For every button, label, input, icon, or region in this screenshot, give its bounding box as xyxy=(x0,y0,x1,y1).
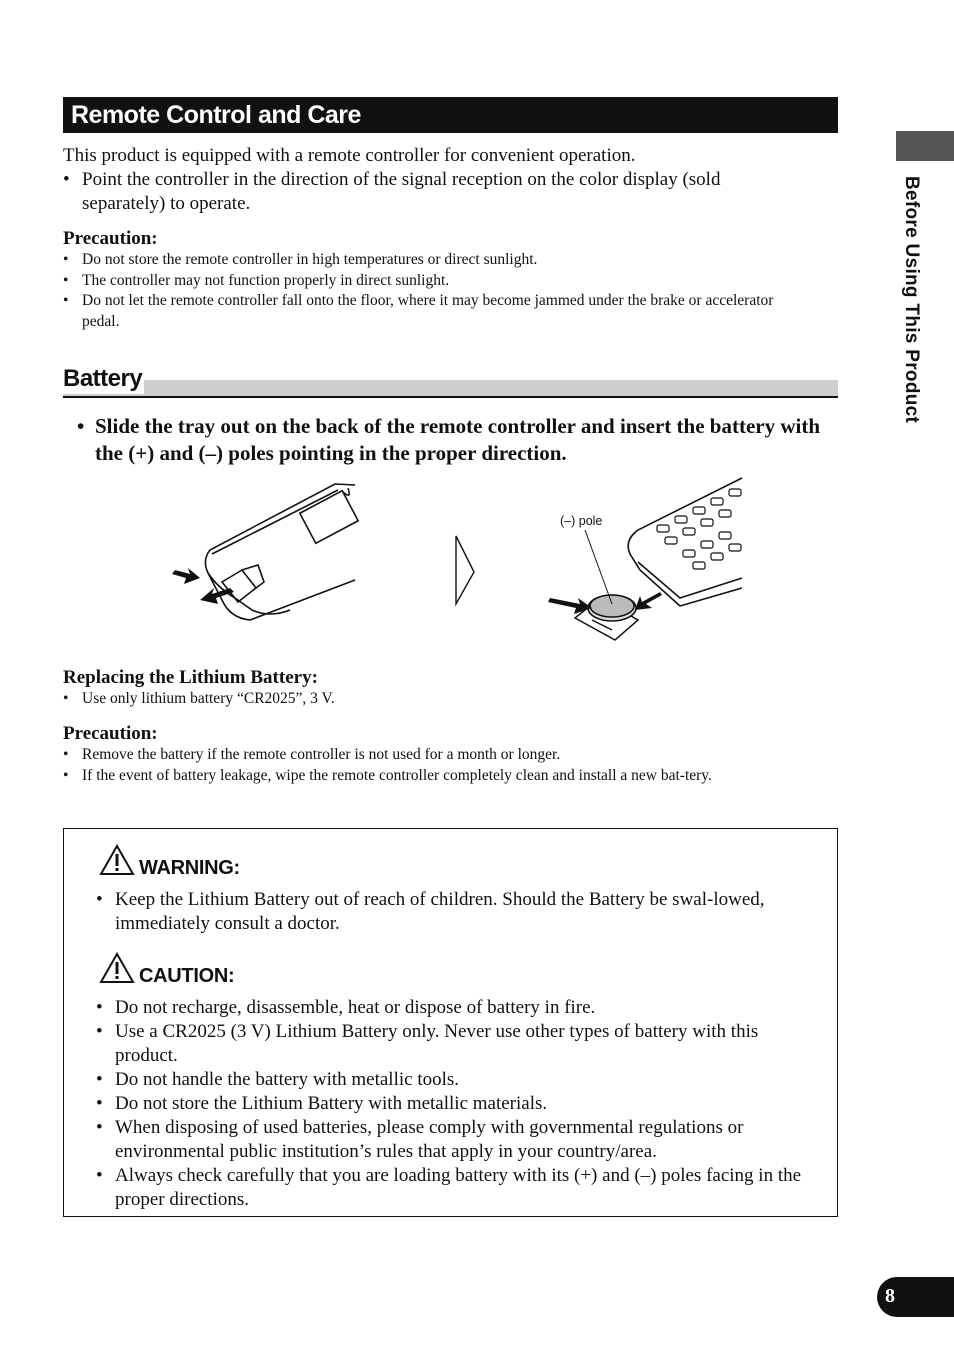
precaution-list xyxy=(63,745,798,786)
list-item: • Always check carefully that you are loading battery with its (+) and (–) poles facing in the proper directions. xyxy=(96,1164,808,1212)
battery-tray-drawing xyxy=(575,595,638,640)
section-title-battery-wrap xyxy=(63,364,838,400)
caution-heading: CAUTION: xyxy=(139,965,235,987)
remote-front-drawing xyxy=(628,478,742,606)
list-item: • If the event of battery leakage, wipe the remote controller completely clean and install a new bat-tery. xyxy=(63,766,798,787)
battery-insertion-illustration xyxy=(160,470,760,650)
list-item: • Do not let the remote controller fall onto the floor, where it may become jammed under the brake or accelerator pedal. xyxy=(63,291,798,332)
warning-list xyxy=(96,888,796,936)
precaution-list xyxy=(63,250,798,332)
list-item: • Do not recharge, disassemble, heat or dispose of battery in fire. xyxy=(96,996,808,1020)
page-number: 8 xyxy=(877,1277,954,1317)
warning-triangle-icon xyxy=(99,844,135,876)
intro-bullets xyxy=(63,168,783,216)
list-item: • Do not handle the battery with metallic tools. xyxy=(96,1068,808,1092)
caution-triangle-icon xyxy=(99,952,135,984)
list-item: • Keep the Lithium Battery out of reach of children. Should the Battery be swal-lowed, immediately consult a doctor. xyxy=(96,888,796,936)
list-item: • Point the controller in the direction of the signal reception on the color display (sold separately) to operate. xyxy=(63,168,783,216)
list-item: • Slide the tray out on the back of the remote controller and insert the battery with the (+) and (–) poles pointing in the proper direction. xyxy=(63,413,838,467)
list-item: • Do not store the Lithium Battery with metallic materials. xyxy=(96,1092,808,1116)
section-title-battery: Battery xyxy=(63,365,143,392)
heading-rule xyxy=(63,396,838,398)
figure-label-pole: (–) pole xyxy=(560,514,603,528)
heading-band xyxy=(63,380,838,396)
list-item: • When disposing of used batteries, please comply with governmental regulations or environmental public institution’s rules that apply in your country/area. xyxy=(96,1116,808,1164)
intro-paragraph: This product is equipped with a remote controller for convenient operation. xyxy=(63,145,636,166)
replacing-list xyxy=(63,689,798,710)
pole-leader-line xyxy=(585,530,612,604)
battery-instruction xyxy=(63,413,838,467)
section-title-remote-control: Remote Control and Care xyxy=(63,97,838,133)
list-item: • Remove the battery if the remote controller is not used for a month or longer. xyxy=(63,745,798,766)
list-item: • Use only lithium battery “CR2025”, 3 V. xyxy=(63,689,798,710)
caution-list xyxy=(96,996,808,1212)
side-tab-label: Before Using This Product xyxy=(901,176,922,424)
list-item: • Do not store the remote controller in high temperatures or direct sunlight. xyxy=(63,250,798,271)
next-step-arrow-icon xyxy=(456,536,474,604)
precaution-heading: Precaution: xyxy=(63,228,158,249)
list-item: • Use a CR2025 (3 V) Lithium Battery only. Never use other types of battery with this product. xyxy=(96,1020,808,1068)
side-tab-marker xyxy=(896,131,954,161)
precaution-heading: Precaution: xyxy=(63,723,158,744)
replacing-heading: Replacing the Lithium Battery: xyxy=(63,667,318,688)
remote-back-drawing xyxy=(205,484,358,620)
list-item: • The controller may not function properly in direct sunlight. xyxy=(63,271,798,292)
warning-heading: WARNING: xyxy=(139,857,240,879)
